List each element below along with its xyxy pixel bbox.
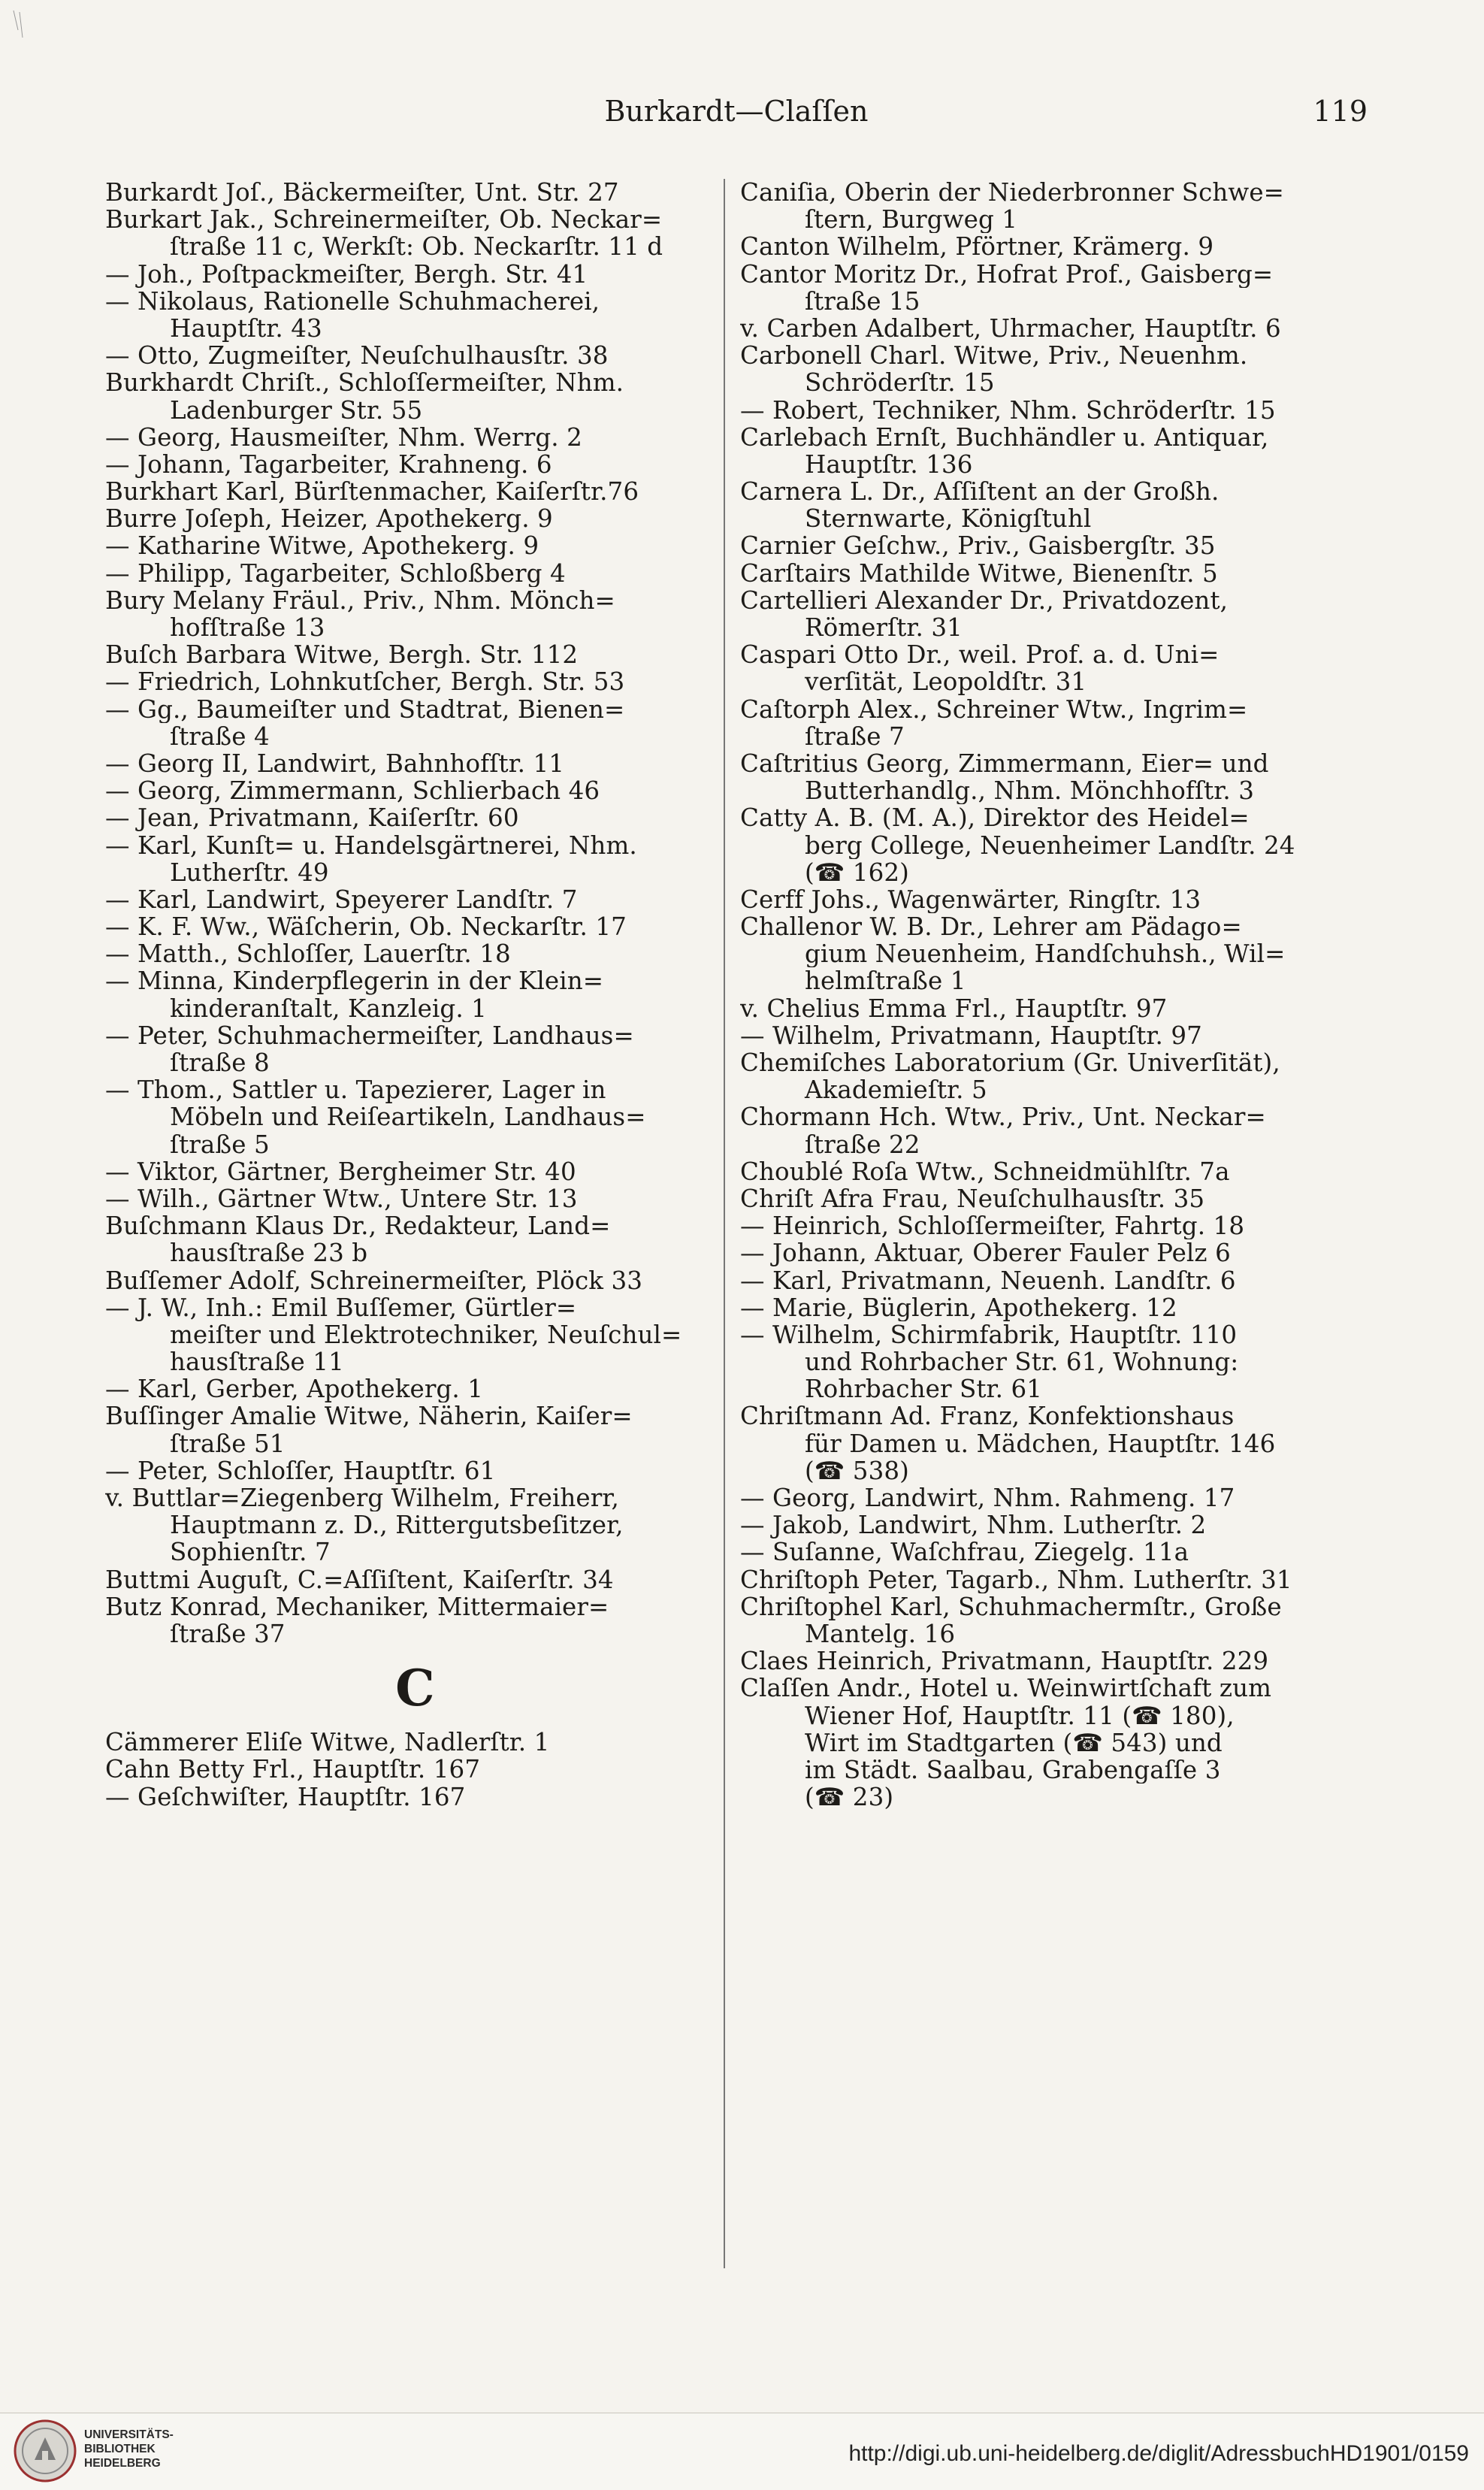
directory-entry-line: — Friedrich, Lohnkutſcher, Bergh. Str. 53 xyxy=(105,668,625,696)
directory-entry-line: — Jakob, Landwirt, Nhm. Lutherſtr. 2 xyxy=(740,1511,1207,1539)
directory-entry-line: — Marie, Büglerin, Apothekerg. 12 xyxy=(740,1293,1177,1321)
directory-entry-line: hausſtraße 23 b xyxy=(170,1239,368,1267)
directory-entry-line: Hauptmann z. D., Rittergutsbeſitzer, xyxy=(170,1511,624,1539)
permalink-url[interactable]: http://digi.ub.uni-heidelberg.de/diglit/AdressbuchHD1901/0159 xyxy=(848,2441,1469,2466)
directory-entry-line: — Gg., Baumeiſter und Stadtrat, Bienen= xyxy=(105,695,625,723)
library-line: UNIVERSITÄTS- xyxy=(84,2428,174,2441)
directory-entry-line: ſtraße 5 xyxy=(170,1130,270,1158)
directory-entry-line: Choublé Roſa Wtw., Schneidmühlſtr. 7a xyxy=(740,1157,1230,1185)
directory-entry-line: Carlebach Ernſt, Buchhändler u. Antiquar, xyxy=(740,423,1269,451)
directory-entry-line: ſtraße 15 xyxy=(805,287,920,315)
left-column xyxy=(105,179,725,1811)
directory-entry-line: Catty A. B. (M. A.), Direktor des Heidel= xyxy=(740,804,1250,832)
directory-entry-line: ſtraße 37 xyxy=(170,1620,286,1648)
directory-entry-line: v. Chelius Emma Frl., Hauptſtr. 97 xyxy=(740,994,1168,1022)
directory-entry-line: hofſtraße 13 xyxy=(170,614,325,642)
directory-entry-line: Burkhardt Chriſt., Schloſſermeiſter, Nhm. xyxy=(105,369,624,397)
university-seal-icon xyxy=(12,2418,78,2484)
scan-corner-mark xyxy=(8,8,53,53)
directory-entry-line: berg College, Neuenheimer Landſtr. 24 xyxy=(805,831,1295,859)
directory-entry-line: — Jean, Privatmann, Kaiſerſtr. 60 xyxy=(105,804,519,832)
directory-entry-line: Butz Konrad, Mechaniker, Mittermaier= xyxy=(105,1593,609,1620)
directory-entry-line: Caſtorph Alex., Schreiner Wtw., Ingrim= xyxy=(740,695,1248,723)
directory-entry-line: — K. F. Ww., Wäſcherin, Ob. Neckarſtr. 17 xyxy=(105,913,627,941)
directory-entry-line: — Heinrich, Schloſſermeiſter, Fahrtg. 18 xyxy=(740,1212,1245,1240)
directory-entry-line: Hauptſtr. 136 xyxy=(805,450,973,479)
directory-entry-line: — Nikolaus, Rationelle Schuhmacherei, xyxy=(105,287,600,315)
directory-entry-line: Buſch Barbara Witwe, Bergh. Str. 112 xyxy=(105,641,579,669)
directory-entry-line: — Georg, Zimmermann, Schlierbach 46 xyxy=(105,777,600,805)
directory-entry-line: Wirt im Stadtgarten (☎ 543) und xyxy=(805,1729,1223,1756)
directory-entry-line: v. Carben Adalbert, Uhrmacher, Hauptſtr. 6 xyxy=(740,314,1281,343)
directory-entry-line: Cerff Johs., Wagenwärter, Ringſtr. 13 xyxy=(740,885,1201,914)
directory-entry-line: im Städt. Saalbau, Grabengaſſe 3 xyxy=(805,1756,1221,1784)
directory-entry-line: — Karl, Kunſt= u. Handelsgärtnerei, Nhm. xyxy=(105,831,637,859)
directory-entry-line: — Johann, Tagarbeiter, Krahneng. 6 xyxy=(105,450,552,479)
directory-entry-line: — Georg II, Landwirt, Bahnhofſtr. 11 xyxy=(105,749,565,778)
directory-entry-line: verſität, Leopoldſtr. 31 xyxy=(805,668,1087,696)
directory-entry-line: Claes Heinrich, Privatmann, Hauptſtr. 229 xyxy=(740,1647,1269,1675)
directory-entry-line: Chriſt Afra Frau, Neuſchulhausſtr. 35 xyxy=(740,1184,1205,1213)
directory-entry-line: Caſtritius Georg, Zimmermann, Eier= und xyxy=(740,749,1269,778)
directory-entry-line: Buttmi Auguſt, C.=Aſſiſtent, Kaiſerſtr. 34 xyxy=(105,1566,614,1593)
directory-entry-line: Buſchmann Klaus Dr., Redakteur, Land= xyxy=(105,1212,611,1240)
running-head xyxy=(105,95,1368,140)
directory-entry-line: — Thom., Sattler u. Tapezierer, Lager in xyxy=(105,1076,606,1104)
directory-entry-line: Carſtairs Mathilde Witwe, Bienenſtr. 5 xyxy=(740,559,1218,587)
directory-entry-line: (☎ 162) xyxy=(805,858,909,886)
directory-entry-line: Claſſen Andr., Hotel u. Weinwirtſchaft zum xyxy=(740,1675,1272,1702)
directory-entry-line: Chriſtmann Ad. Franz, Konfektionshaus xyxy=(740,1402,1235,1430)
directory-entry-line: Sophienſtr. 7 xyxy=(170,1538,331,1566)
directory-entry-line: ſtraße 4 xyxy=(170,722,270,750)
directory-entry-line: Canton Wilhelm, Pförtner, Krämerg. 9 xyxy=(740,233,1214,261)
library-line: HEIDELBERG xyxy=(84,2457,161,2470)
directory-entry-line: — Karl, Privatmann, Neuenh. Landſtr. 6 xyxy=(740,1266,1236,1294)
directory-entry-line: (☎ 23) xyxy=(805,1784,894,1811)
directory-entry-line: — Georg, Landwirt, Nhm. Rahmeng. 17 xyxy=(740,1484,1235,1512)
directory-entry-line: Wiener Hof, Hauptſtr. 11 (☎ 180), xyxy=(805,1702,1235,1729)
directory-entry-line: — Wilhelm, Privatmann, Hauptſtr. 97 xyxy=(740,1021,1202,1049)
directory-entry-line: Burkhart Karl, Bürſtenmacher, Kaiſerſtr.76 xyxy=(105,478,639,506)
directory-entry-line: und Rohrbacher Str. 61, Wohnung: xyxy=(805,1348,1239,1376)
directory-entry-line: Buſſinger Amalie Witwe, Näherin, Kaiſer= xyxy=(105,1402,633,1430)
directory-entry-line: — Katharine Witwe, Apothekerg. 9 xyxy=(105,532,539,560)
library-line: BIBLIOTHEK xyxy=(84,2443,156,2455)
section-letter-heading: C xyxy=(395,1659,435,1718)
directory-entry-line: hausſtraße 11 xyxy=(170,1348,344,1376)
directory-entry-line: v. Buttlar=Ziegenberg Wilhelm, Freiherr, xyxy=(105,1484,619,1512)
directory-entry-line: — Joh., Poſtpackmeiſter, Bergh. Str. 41 xyxy=(105,260,588,288)
library-name xyxy=(84,2428,174,2471)
directory-entry-line: Chemiſches Laboratorium (Gr. Univerſität), xyxy=(740,1049,1280,1077)
directory-entry-line: Carnera L. Dr., Aſſiſtent an der Großh. xyxy=(740,478,1220,506)
directory-entry-line: Caspari Otto Dr., weil. Prof. a. d. Uni= xyxy=(740,641,1220,669)
directory-entry-line: ſtraße 11 c, Werkſt: Ob. Neckarſtr. 11 d xyxy=(170,233,663,261)
directory-entry-line: — Johann, Aktuar, Oberer Fauler Pelz 6 xyxy=(740,1239,1231,1267)
directory-entry-line: Mantelg. 16 xyxy=(805,1620,956,1648)
directory-entry-line: — Georg, Hausmeiſter, Nhm. Werrg. 2 xyxy=(105,423,582,451)
directory-entry-line: — J. W., Inh.: Emil Buſſemer, Gürtler= xyxy=(105,1293,577,1321)
directory-entry-line: Caniſia, Oberin der Niederbronner Schwe= xyxy=(740,179,1284,207)
directory-entry-line: ſtraße 8 xyxy=(170,1049,270,1077)
directory-entry-line: — Minna, Kinderpflegerin in der Klein= xyxy=(105,967,604,995)
directory-entry-line: Schröderſtr. 15 xyxy=(805,369,995,397)
directory-entry-line: — Otto, Zugmeiſter, Neuſchulhausſtr. 38 xyxy=(105,342,609,370)
directory-entry-line: Sternwarte, Königſtuhl xyxy=(805,505,1092,533)
page-title: Burkardt—Claſſen xyxy=(604,95,869,128)
directory-entry-line: Cahn Betty Frl., Hauptſtr. 167 xyxy=(105,1756,481,1784)
directory-entry-line: Challenor W. B. Dr., Lehrer am Pädago= xyxy=(740,913,1242,941)
directory-entry-line: — Peter, Schuhmachermeiſter, Landhaus= xyxy=(105,1021,634,1049)
directory-entry-line: Akademieſtr. 5 xyxy=(805,1076,987,1104)
directory-entry-line: ſtern, Burgweg 1 xyxy=(805,206,1018,234)
directory-entry-line: — Karl, Gerber, Apothekerg. 1 xyxy=(105,1375,484,1403)
directory-entry-line: Bury Melany Fräul., Priv., Nhm. Mönch= xyxy=(105,586,615,614)
column-divider xyxy=(724,179,725,2268)
directory-entry-line: — Wilhelm, Schirmfabrik, Hauptſtr. 110 xyxy=(740,1321,1238,1349)
directory-entry-line: meiſter und Elektrotechniker, Neuſchul= xyxy=(170,1321,682,1349)
directory-entry-line: ſtraße 51 xyxy=(170,1430,286,1457)
directory-entry-line: Römerſtr. 31 xyxy=(805,614,963,642)
directory-entry-line: — Philipp, Tagarbeiter, Schloßberg 4 xyxy=(105,559,566,587)
right-column xyxy=(740,179,1360,1811)
directory-entry-line: Burre Joſeph, Heizer, Apothekerg. 9 xyxy=(105,505,553,533)
directory-entry-line: Hauptſtr. 43 xyxy=(170,314,322,343)
directory-entry-line: — Viktor, Gärtner, Bergheimer Str. 40 xyxy=(105,1157,576,1185)
directory-entry-line: Carnier Geſchw., Priv., Gaisbergſtr. 35 xyxy=(740,532,1216,560)
directory-entry-line: — Wilh., Gärtner Wtw., Untere Str. 13 xyxy=(105,1184,578,1213)
directory-entry-line: Chormann Hch. Wtw., Priv., Unt. Neckar= xyxy=(740,1103,1266,1131)
directory-entry-line: Rohrbacher Str. 61 xyxy=(805,1375,1043,1403)
directory-entry-line: Cantor Moritz Dr., Hofrat Prof., Gaisberg= xyxy=(740,260,1274,288)
directory-entry-line: Cämmerer Eliſe Witwe, Nadlerſtr. 1 xyxy=(105,1729,550,1756)
directory-entry-line: — Robert, Techniker, Nhm. Schröderſtr. 15 xyxy=(740,396,1276,424)
directory-entry-line: helmſtraße 1 xyxy=(805,967,966,995)
directory-entry-line: Cartellieri Alexander Dr., Privatdozent, xyxy=(740,586,1229,614)
directory-entry-line: Chriſtophel Karl, Schuhmachermſtr., Große xyxy=(740,1593,1282,1620)
directory-entry-line: (☎ 538) xyxy=(805,1457,909,1484)
directory-entry-line: — Matth., Schloſſer, Lauerſtr. 18 xyxy=(105,940,511,968)
directory-entry-line: gium Neuenheim, Handſchuhsh., Wil= xyxy=(805,940,1286,968)
directory-entry-line: — Karl, Landwirt, Speyerer Landſtr. 7 xyxy=(105,885,578,914)
directory-entry-line: — Suſanne, Waſchfrau, Ziegelg. 11a xyxy=(740,1538,1189,1566)
directory-entry-line: Burkart Jak., Schreinermeiſter, Ob. Neckar= xyxy=(105,206,663,234)
directory-entry-line: — Peter, Schloſſer, Hauptſtr. 61 xyxy=(105,1457,496,1484)
directory-entry-line: Buſſemer Adolf, Schreinermeiſter, Plöck 33 xyxy=(105,1266,643,1294)
directory-entry-line: Chriſtoph Peter, Tagarb., Nhm. Lutherſtr. 31 xyxy=(740,1566,1292,1593)
directory-entry-line: kinderanſtalt, Kanzleig. 1 xyxy=(170,994,487,1022)
footer xyxy=(0,2413,1484,2490)
directory-entry-line: Lutherſtr. 49 xyxy=(170,858,329,886)
page-number: 119 xyxy=(1313,95,1368,128)
directory-entry-line: für Damen u. Mädchen, Hauptſtr. 146 xyxy=(805,1430,1276,1457)
directory-entry-line: Butterhandlg., Nhm. Mönchhofſtr. 3 xyxy=(805,777,1255,805)
directory-entry-line: Ladenburger Str. 55 xyxy=(170,396,423,424)
directory-entry-line: Carbonell Charl. Witwe, Priv., Neuenhm. xyxy=(740,342,1248,370)
directory-entry-line: Burkardt Joſ., Bäckermeiſter, Unt. Str. 27 xyxy=(105,179,619,207)
directory-entry-line: ſtraße 7 xyxy=(805,722,905,750)
directory-entry-line: — Geſchwiſter, Hauptſtr. 167 xyxy=(105,1783,466,1811)
directory-entry-line: ſtraße 22 xyxy=(805,1130,920,1158)
directory-entry-line: Möbeln und Reiſeartikeln, Landhaus= xyxy=(170,1103,646,1131)
